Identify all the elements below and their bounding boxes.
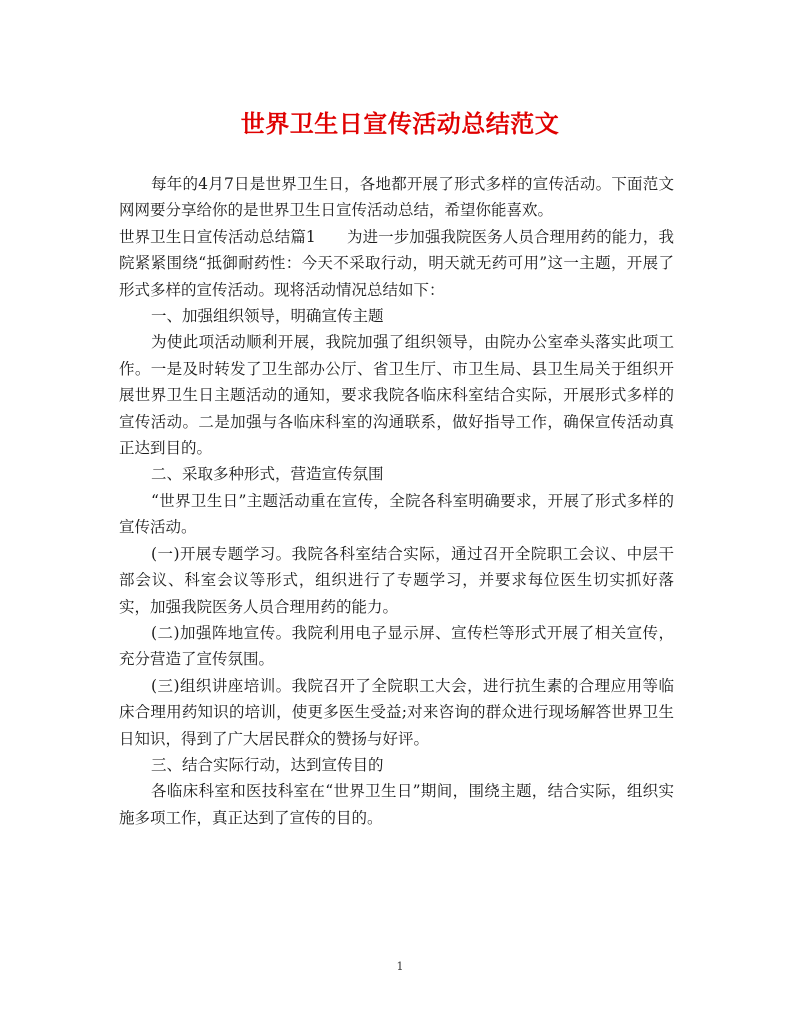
- paragraph-section-1: 为使此项活动顺利开展，我院加强了组织领导，由院办公室牵头落实此项工作。一是及时转发了卫生部办公厅、省卫生厅、市卫生局、县卫生局关于组织开展世界卫生日主题活动的通知，要求我院各临床科室结合实际，开展形式多样的宣传活动。二是加强与各临床科室的沟通联系，做好指导工作，确保宣传活动真正达到目的。: [119, 333, 674, 458]
- page-number: 1: [396, 960, 404, 973]
- document-body: [119, 171, 674, 831]
- paragraph-item-2: (二)加强阵地宣传。我院利用电子显示屏、宣传栏等形式开展了相关宣传，充分营造了宣传氛围。: [119, 623, 674, 669]
- paragraph-section-intro: 世界卫生日宣传活动总结篇1 为进一步加强我院医务人员合理用药的能力，我院紧紧围绕“抵御耐药性：今天不采取行动，明天就无药可用”这一主题，开展了形式多样的宣传活动。现将活动情况总结如下：: [119, 227, 674, 299]
- paragraph-section-2: “世界卫生日”主题活动重在宣传，全院各科室明确要求，开展了形式多样的宣传活动。: [119, 491, 674, 537]
- paragraph-item-1: (一)开展专题学习。我院各科室结合实际，通过召开全院职工会议、中层干部会议、科室会议等形式，组织进行了专题学习，并要求每位医生切实抓好落实，加强我院医务人员合理用药的能力。: [119, 544, 674, 616]
- heading-section-1: 一、加强组织领导，明确宣传主题: [151, 307, 384, 326]
- heading-section-3: 三、结合实际行动，达到宣传目的: [151, 755, 384, 774]
- paragraph-item-3: (三)组织讲座培训。我院召开了全院职工大会，进行抗生素的合理应用等临床合理用药知识的培训，使更多医生受益;对来咨询的群众进行现场解答世界卫生日知识，得到了广大居民群众的赞扬与好评。: [119, 676, 674, 748]
- paragraph-section-3: 各临床科室和医技科室在“世界卫生日”期间，围绕主题，结合实际，组织实施多项工作，真正达到了宣传的目的。: [119, 782, 674, 827]
- heading-section-2: 二、采取多种形式，营造宣传氛围: [151, 465, 384, 484]
- paragraph-intro: 每年的4月7日是世界卫生日，各地都开展了形式多样的宣传活动。下面范文网网要分享给你的是世界卫生日宣传活动总结，希望你能喜欢。: [119, 175, 674, 220]
- document-title: 世界卫生日宣传活动总结范文: [240, 109, 560, 138]
